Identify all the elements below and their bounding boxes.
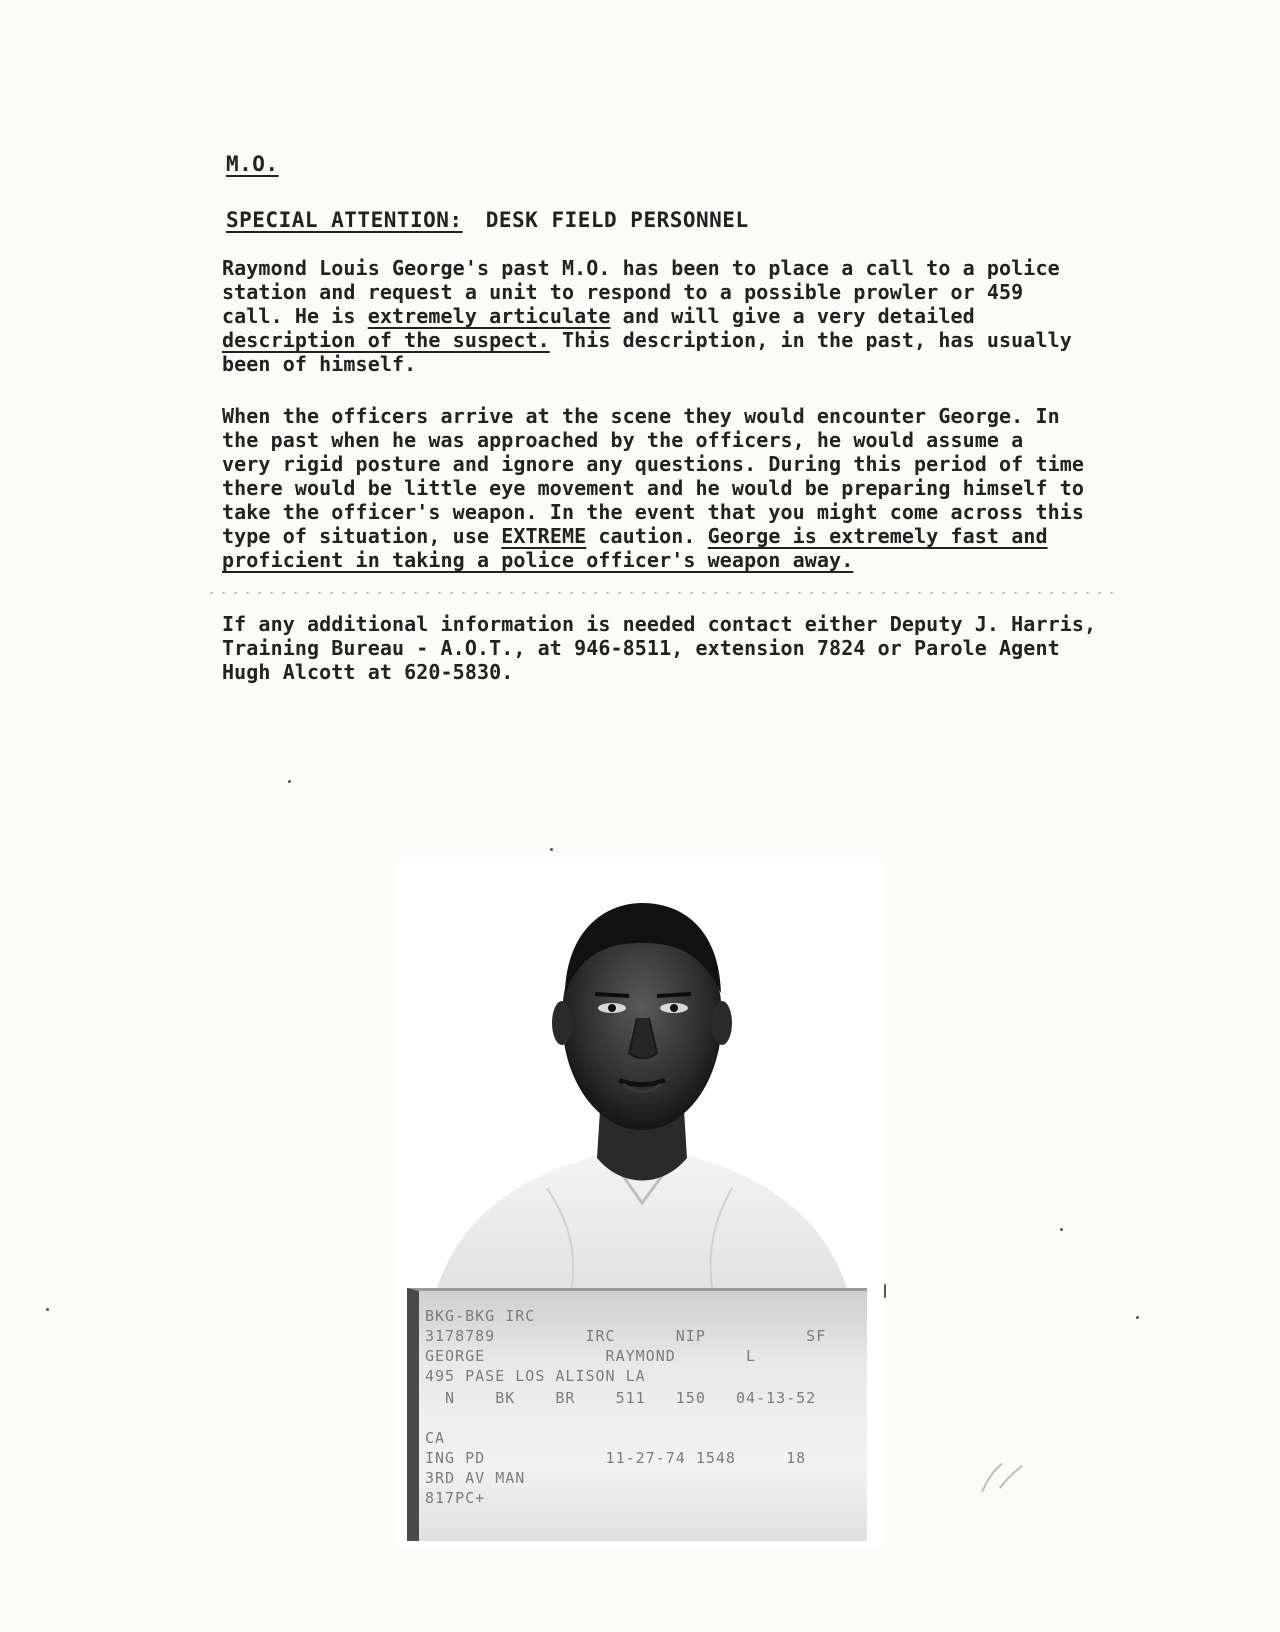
text-line: station and request a unit to respond to a possible prowler or 459: [222, 280, 1024, 304]
text-line: take the officer's weapon. In the event that you might come across this: [222, 500, 1085, 524]
special-attention-value: DESK FIELD PERSONNEL: [485, 208, 749, 232]
special-attention-label: SPECIAL ATTENTION:: [226, 208, 463, 232]
paragraph-encounter: [222, 404, 1122, 572]
board-line: 3178789 IRC NIP SF: [425, 1327, 827, 1345]
board-line: GEORGE RAYMOND L: [425, 1347, 757, 1365]
text-line: very rigid posture and ignore any questions. During this period of time: [222, 452, 1085, 476]
text-line: call. He is extremely articulate and will give a very detailed: [222, 304, 975, 328]
paragraph-contact: [222, 612, 1122, 684]
text-line: [222, 548, 1122, 572]
text-line: description of the suspect. This description, in the past, has usually: [222, 328, 1072, 352]
text-line: Training Bureau - A.O.T., at 946-8511, extension 7824 or Parole Agent: [222, 636, 1060, 660]
board-line: 495 PASE LOS ALISON LA: [425, 1367, 646, 1385]
booking-board: [407, 1288, 867, 1541]
underlined-phrase: description of the suspect.: [222, 328, 550, 352]
text-line: Raymond Louis George's past M.O. has been to place a call to a police: [222, 256, 1060, 280]
underlined-phrase: George is extremely fast and: [707, 524, 1048, 548]
underlined-phrase: proficient in taking a police officer's weapon away.: [222, 548, 854, 572]
text-line: the past when he was approached by the officers, he would assume a: [222, 428, 1024, 452]
board-line: N BK BR 511 150 04-13-52: [425, 1389, 817, 1407]
board-line: 817PC+: [425, 1489, 486, 1507]
underlined-phrase: EXTREME: [501, 524, 587, 548]
text-line: been of himself.: [222, 352, 417, 376]
scan-speck: [884, 1284, 886, 1298]
mugshot-photo: [397, 858, 883, 1548]
board-line: CA: [425, 1429, 446, 1447]
board-line: BKG-BKG IRC: [425, 1307, 536, 1325]
board-line: ING PD 11-27-74 1548 18: [425, 1449, 807, 1467]
board-line: 3RD AV MAN: [425, 1469, 526, 1487]
section-title: M.O.: [226, 152, 279, 176]
underlined-phrase: extremely articulate: [367, 304, 611, 328]
scan-smudge: [210, 586, 1120, 600]
text-line: If any additional information is needed contact either Deputy J. Harris,: [222, 612, 1097, 636]
scan-speck: [1136, 1316, 1139, 1319]
text-line: When the officers arrive at the scene they would encounter George. In: [222, 404, 1060, 428]
text-line: Hugh Alcott at 620-5830.: [222, 660, 514, 684]
text-line: type of situation, use EXTREME caution. George is extremely fast and: [222, 524, 1048, 548]
scan-speck: [288, 780, 291, 783]
pencil-mark: [978, 1458, 1028, 1498]
scan-speck: [550, 848, 553, 851]
paragraph-mo: [222, 256, 1122, 376]
scan-speck: [46, 1308, 49, 1311]
text-line: there would be little eye movement and he would be preparing himself to: [222, 476, 1085, 500]
special-attention-line: [226, 208, 749, 232]
scan-speck: [1060, 1228, 1063, 1231]
